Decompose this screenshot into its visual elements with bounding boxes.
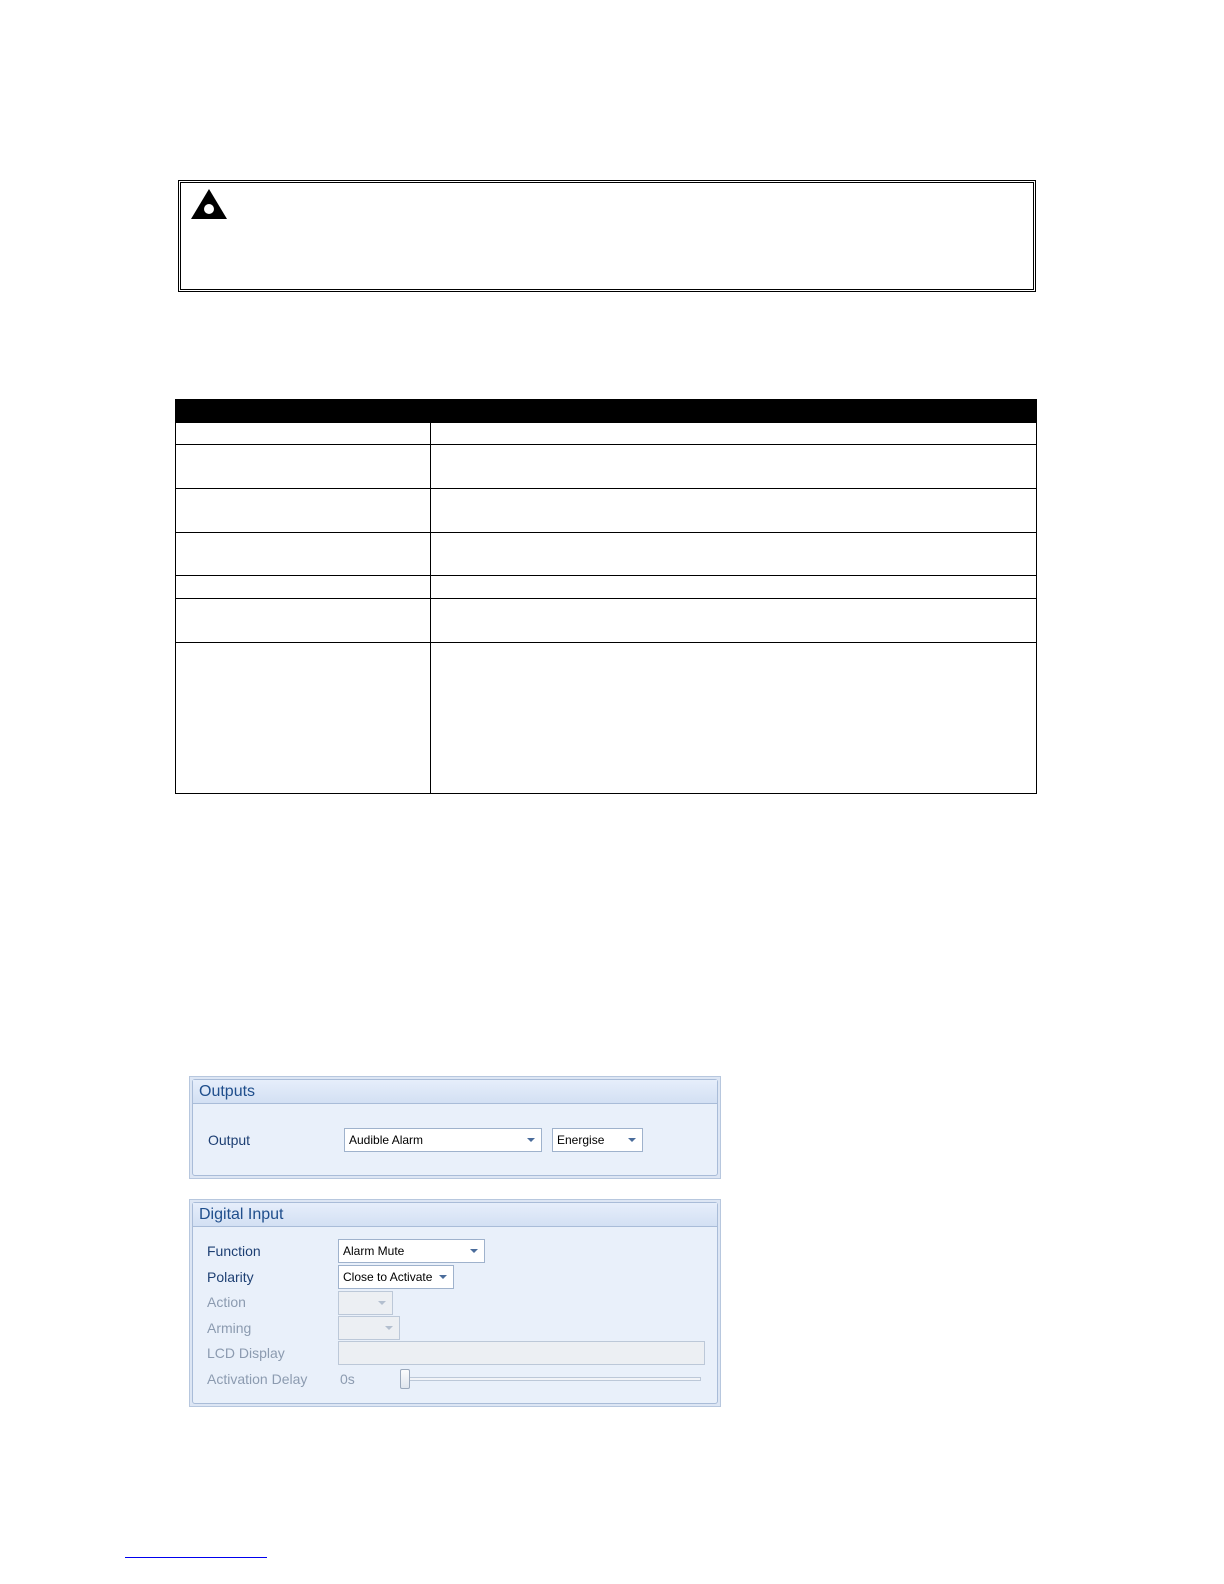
chevron-down-icon [527, 1138, 535, 1142]
chevron-down-icon [470, 1249, 478, 1253]
activation-delay-slider-thumb[interactable] [400, 1369, 410, 1389]
table-row [176, 445, 1037, 489]
function-select[interactable] [338, 1239, 485, 1263]
table-row [176, 576, 1037, 599]
outputs-panel-title: Outputs [193, 1080, 717, 1104]
chevron-down-icon [385, 1326, 393, 1330]
lcd-display-label: LCD Display [207, 1345, 285, 1361]
table-row [176, 533, 1037, 576]
table-row [176, 643, 1037, 794]
action-select[interactable] [338, 1291, 393, 1315]
warning-box [178, 180, 1036, 292]
table-row [176, 599, 1037, 643]
chevron-down-icon [628, 1138, 636, 1142]
warning-icon [189, 187, 229, 221]
output-select-value: Audible Alarm [349, 1133, 424, 1147]
outputs-panel [189, 1076, 721, 1179]
table-row [176, 423, 1037, 445]
output-label: Output [208, 1132, 251, 1148]
table-header-row [176, 400, 1037, 423]
digital-input-panel [189, 1199, 721, 1407]
function-select-value: Alarm Mute [343, 1244, 405, 1258]
activation-delay-label: Activation Delay [207, 1371, 308, 1387]
polarity-select-value: Close to Activate [343, 1270, 433, 1284]
lcd-display-input[interactable] [338, 1341, 705, 1365]
action-label: Action [207, 1294, 246, 1310]
parameter-table [175, 399, 1037, 794]
digital-input-panel-title: Digital Input [193, 1203, 717, 1227]
activation-delay-value: 0s [340, 1371, 355, 1387]
polarity-label: Polarity [207, 1269, 254, 1285]
footer-link[interactable] [125, 1557, 267, 1558]
output-select[interactable] [344, 1128, 542, 1152]
chevron-down-icon [378, 1301, 386, 1305]
output-mode-value: Energise [557, 1133, 605, 1147]
arming-select[interactable] [338, 1316, 400, 1340]
output-mode-select[interactable] [552, 1128, 643, 1152]
function-label: Function [207, 1243, 261, 1259]
table-row [176, 489, 1037, 533]
arming-label: Arming [207, 1320, 252, 1336]
chevron-down-icon [439, 1275, 447, 1279]
activation-delay-slider-track[interactable] [400, 1377, 701, 1381]
polarity-select[interactable] [338, 1265, 454, 1289]
